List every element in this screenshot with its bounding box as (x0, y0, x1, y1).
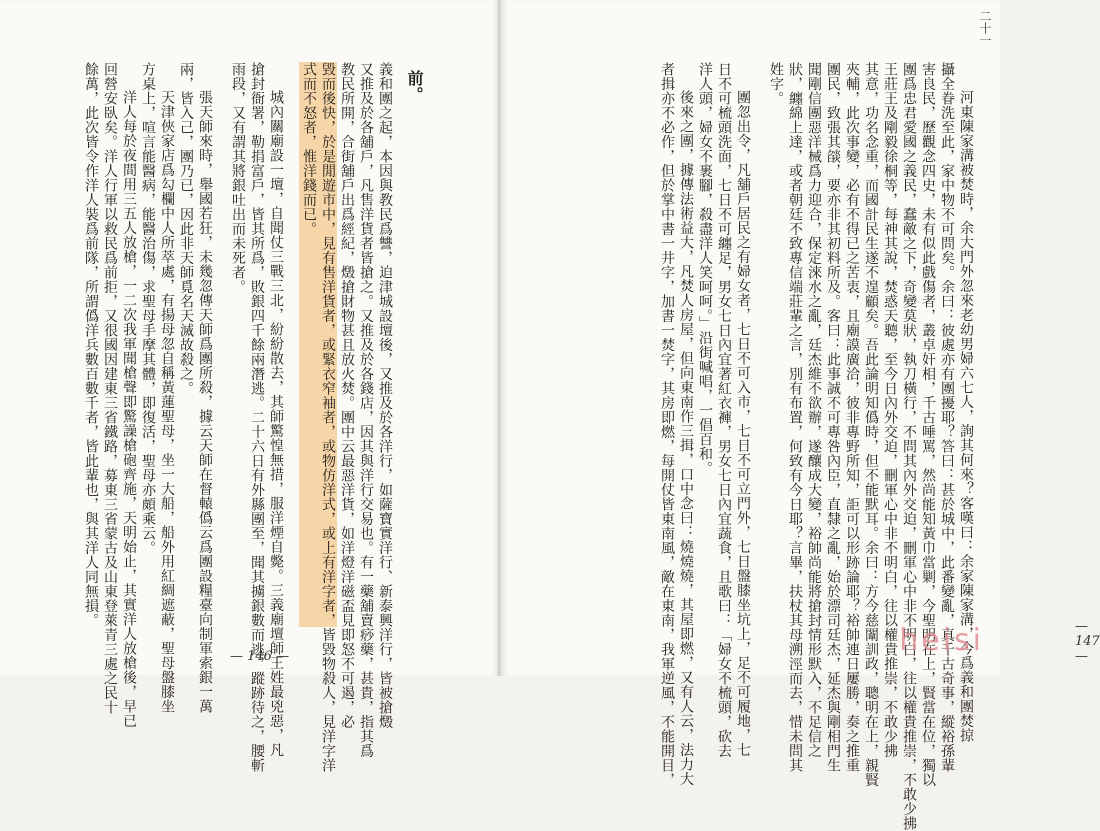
text-column: 夾輔，此次事變，必有不得已之苦衷，且廟謨廣洽，彼非專野所知，詎可以形跡論耶？裕帥連日屢勝，奏之推重 (844, 62, 860, 773)
text-column: 方桌上，喧言能醫病，能醫治傷，求聖母手摩其體，即復活，聖母亦頗乘云。 (140, 62, 156, 555)
text-column: 洋人頭，婦女不裹腳，殺盡洋人笑呵呵。」沿街喊唱，一倡百和。 (697, 62, 713, 476)
text-column: 天津俠家店爲勾欄中人所萃處，有揚母忽自稱黃蓮聖母，坐一大船，船外用紅綢遮蔽，聖母盤膝坐 (159, 90, 175, 714)
text-column (285, 62, 299, 627)
text-column: 者揖亦不必作，但於掌中書一井字，加書一焚字，其房即燃，每開仗皆東南風，敵在東南，我軍逆風，不能開目， (659, 62, 675, 787)
text-column: 洋人每於夜間用三五人放槍，一二次我軍聞槍聲即驚譟槍砲齊施，天明始止，其實洋人放槍後，早已 (121, 90, 137, 728)
text-column: 聞剛信團惡洋械爲力迎合，保定淶水之亂，廷杰維不欲辦，遂釀成大變，裕帥尚能將搶封情形默入，不足信之 (806, 62, 822, 758)
text-column: 團民，致張其燄，要亦非其初料所及。客曰：此事誠不可專咎內臣，直隸之亂，始於漂司廷杰，延杰與剛相門生 (825, 62, 841, 773)
text-column: 餘萬，此次皆令作洋人裝爲前隊，所謂僞洋兵數百數千者，皆此輩也，與其洋人同無損。 (83, 62, 99, 628)
section-heading: 前。 (405, 70, 424, 103)
highlighted-text-column: 式而不怒者，惟洋錢而已。 (299, 62, 318, 627)
text-column: 回營安臥矣。洋人行軍以救民爲前拒，又很國因建東三省鐵路，募東三省蒙古及山東登萊青三處之民十 (102, 62, 118, 715)
highlighted-text-column: 毀而後快，於是閒遊市中，見有售洋貨者，或緊衣窄袖者，或物仿洋式，或上有洋字者，皆毀物殺人，見洋字洋 (320, 62, 336, 773)
text-column: 又推及於各舖戶，凡售洋貨者皆搶之。又推及於各錢店，因其與洋行交易也。有一藥舖賣痧藥，甚貴，指其爲 (358, 62, 374, 758)
text-column: 搶封衙署，勒捐富戶，皆其所爲，敗銀四千餘兩潛逃。二十六日有外縣團至，聞其擄銀數而逃，蹤跡待之，腰斬 (249, 62, 265, 773)
right-page (500, 0, 1100, 831)
text-column: 張天師來時，舉國若狂，未幾忽傳天師爲團所殺，據云天師在督轅僞云爲團設糧臺向制軍索銀一萬 (197, 90, 213, 714)
text-column (752, 62, 766, 627)
text-column: 後來之團，據傳法術益大，凡焚人房屋，但向東南作三揖，口中念曰：燒燒燒，其屋即燃，又有人云，法力大 (678, 90, 694, 786)
text-column: 教民所開，合街舖戶出爲經紀，燬搶財物甚且放火焚。團中云最惡洋貨，如洋燈洋磁盃見即怒不可遏，必 (339, 62, 355, 729)
text-column: 團忽出令，凡舖戶居民之有婦女者，七日不可入市，七日不可立門外，七日盤膝坐坑上，足不可履地，七 (735, 90, 751, 757)
text-column: 其意，功名念重，而國計民生遂不遑顧矣。吾此論明知僞時，但不能默耳。余曰：方今慈闈訓政，聰明在上，親賢 (863, 62, 879, 787)
text-column: 攝全眷洗至此，家中物不可問矣。余曰：彼處亦有團擾耶？答曰：甚於城中，此番變亂，真千古奇事，縱裕孫輩 (939, 62, 955, 773)
right-page-corner-number: 二十一 (978, 10, 992, 46)
text-column: 王莊王及剛毅徐桐等，每神其說，焚惑天聽，至今日內外交迫，刪軍心中非不明白，往以權貴推崇，不敢少拂 (882, 62, 898, 758)
text-column (214, 62, 228, 627)
text-column: 害良民，歷觀念四史，未有似此戲傷者，叢卓奸相，千古唾罵，然尚能知黃巾當剿，今聖明在上，賢當在位，獨以 (920, 62, 936, 787)
text-column: 城內關廟設一壇，自聞仗三戰三北，紛紛散去，其師驚惶無措，服洋煙自斃。三義廟壇師王姓最兇惡，凡 (268, 90, 284, 757)
text-column: 河東陳家溝被焚時，余大門外忽來老幼男婦六七人，詢其何來？客嘆曰：余家陳家溝，今爲義和團焚掠 (958, 90, 974, 743)
text-column: 雨段，又有謂其將銀吐出而未死者。 (230, 62, 246, 294)
text-column: 姓字。 (768, 62, 784, 106)
left-page-number: — 146 — (230, 649, 290, 664)
text-column: 兩，皆入己，團乃已，因此非天師覓名天滅故殺之。 (178, 62, 194, 396)
left-page (0, 0, 500, 773)
text-column: 日不可梳頭洗面，七日不可纏足，男女七日內宜著紅衣褲，男女七日內宜蔬食，且歌曰：「婦女不梳頭，砍去 (716, 62, 732, 758)
text-column: 狀，纏綿上達，或者朝廷不致專信端莊輩之言，別有布置，何致有今日耶？言畢，扶杖其母溯涇而去，惜未問其 (787, 62, 803, 773)
text-column: 義和團之起，本因與教民爲讐，迫津城設壇後，又推及於各洋行，如薩寶實洋行、新泰興洋行，皆被搶燬 (377, 62, 393, 729)
right-page-number: — 147 — (1075, 619, 1100, 664)
text-column: 團爲忠君愛國之義民，蠢敵之下，奇變莫狀，執刀橫行，不問其內外交迫，刪軍心中非不明白，往以權貴推崇，不敢少拂 (901, 62, 917, 831)
watermark: heisi (899, 623, 984, 658)
